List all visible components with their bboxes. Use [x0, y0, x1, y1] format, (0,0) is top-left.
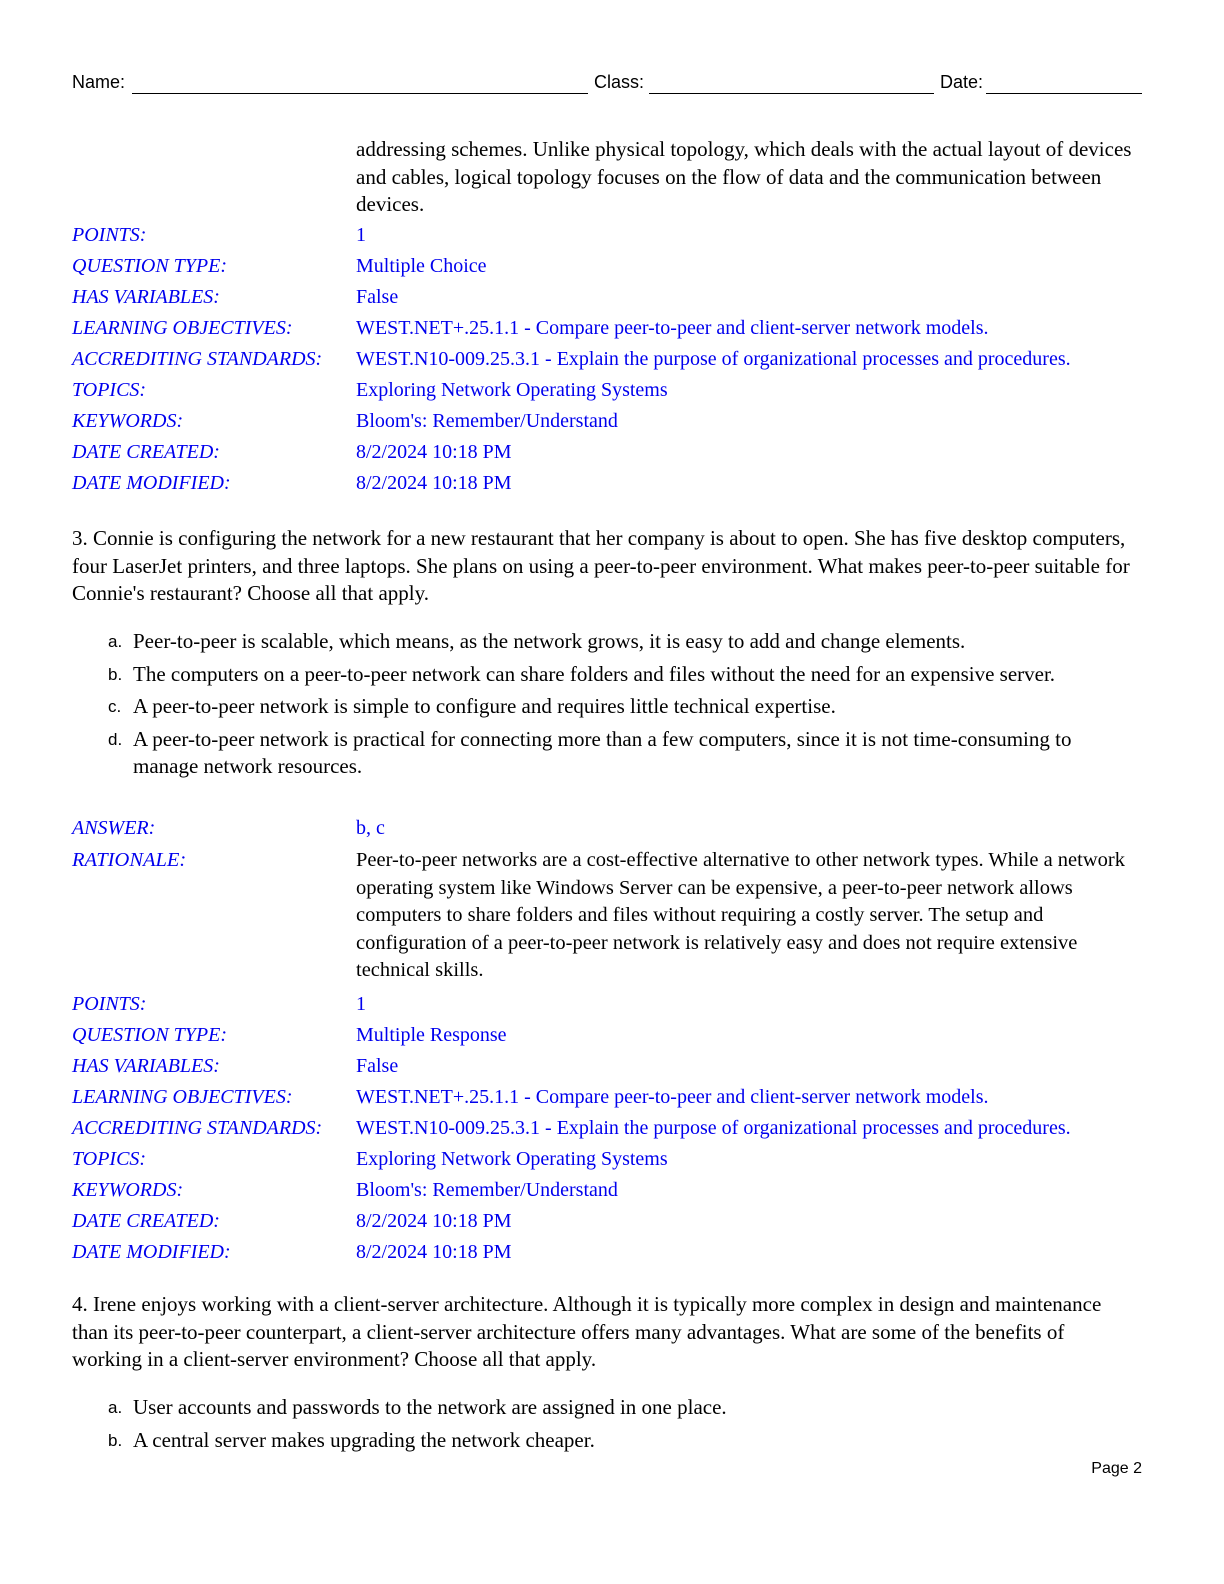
meta-key: DATE CREATED: — [72, 441, 220, 463]
meta-key: POINTS: — [72, 992, 147, 1015]
meta-row — [72, 1082, 1152, 1113]
meta-row — [72, 1051, 1152, 1082]
meta-value: 8/2/2024 10:18 PM — [356, 1240, 512, 1263]
meta-value: 8/2/2024 10:18 PM — [356, 1209, 512, 1232]
meta-key: TOPICS: — [72, 1147, 147, 1170]
option-item — [108, 661, 1118, 689]
meta-row — [72, 1237, 1152, 1268]
meta-value: Bloom's: Remember/Understand — [356, 410, 618, 432]
option-item — [108, 693, 1118, 721]
option-letter: c. — [108, 697, 122, 716]
meta-key: DATE CREATED: — [72, 1209, 220, 1232]
meta-value: Multiple Response — [356, 1023, 507, 1046]
meta-value: WEST.N10-009.25.3.1 - Explain the purpose of organizational processes and procedures. — [356, 348, 1071, 370]
meta-row — [72, 1020, 1152, 1051]
meta-row — [72, 251, 1152, 282]
page-number: Page 2 — [1091, 1460, 1142, 1477]
date-label: Date: — [940, 72, 984, 92]
rationale-key: RATIONALE: — [72, 849, 187, 871]
option-letter: b. — [108, 1430, 123, 1450]
meta-key: KEYWORDS: — [72, 410, 184, 432]
class-label: Class: — [594, 72, 645, 92]
meta-value: Multiple Choice — [356, 255, 487, 277]
answer-key: ANSWER: — [72, 817, 156, 839]
question-2-metadata — [72, 220, 1152, 499]
meta-key: ACCREDITING STANDARDS: — [72, 348, 323, 370]
meta-key: POINTS: — [72, 224, 147, 246]
meta-key: QUESTION TYPE: — [72, 1023, 228, 1046]
meta-key: HAS VARIABLES: — [72, 286, 220, 308]
meta-row — [72, 468, 1152, 499]
question-4-options — [108, 1394, 1118, 1459]
meta-row — [72, 437, 1152, 468]
option-item — [108, 726, 1118, 781]
option-item — [108, 1427, 1118, 1455]
option-text: User accounts and passwords to the network are assigned in one place. — [133, 1395, 727, 1419]
meta-row — [72, 313, 1152, 344]
meta-row — [72, 1113, 1152, 1144]
meta-value: 1 — [356, 992, 366, 1015]
question-3-metadata — [72, 813, 1152, 1268]
meta-key: LEARNING OBJECTIVES: — [72, 1085, 293, 1108]
meta-value: WEST.NET+.25.1.1 - Compare peer-to-peer and client-server network models. — [356, 1085, 989, 1108]
meta-value: False — [356, 1054, 399, 1077]
meta-value: 8/2/2024 10:18 PM — [356, 472, 512, 494]
answer-row — [72, 813, 1152, 844]
meta-row — [72, 1175, 1152, 1206]
meta-row — [72, 344, 1152, 375]
meta-row — [72, 989, 1152, 1020]
meta-value: 8/2/2024 10:18 PM — [356, 441, 512, 463]
meta-key: LEARNING OBJECTIVES: — [72, 317, 293, 339]
name-label: Name: — [72, 72, 126, 92]
continued-rationale: addressing schemes. Unlike physical topology, which deals with the actual layout of devices and cables, logical topology focuses on the flow of data and the communication between devices. — [356, 137, 1132, 216]
option-letter: b. — [108, 664, 123, 684]
rationale-row — [72, 847, 1152, 985]
question-3-options — [108, 628, 1118, 786]
meta-key: ACCREDITING STANDARDS: — [72, 1116, 323, 1139]
meta-row — [72, 220, 1152, 251]
meta-key: KEYWORDS: — [72, 1178, 184, 1201]
option-text: Peer-to-peer is scalable, which means, as the network grows, it is easy to add and change elements. — [133, 629, 966, 653]
meta-row — [72, 1144, 1152, 1175]
meta-value: 1 — [356, 224, 366, 246]
meta-value: Bloom's: Remember/Understand — [356, 1178, 618, 1201]
meta-value: False — [356, 286, 399, 308]
meta-row — [72, 406, 1152, 437]
meta-row — [72, 375, 1152, 406]
option-text: A central server makes upgrading the network cheaper. — [133, 1427, 595, 1452]
option-letter: a. — [108, 632, 123, 651]
page-header — [72, 70, 1142, 96]
meta-row — [72, 282, 1152, 313]
option-item — [108, 1394, 1118, 1422]
option-text: A peer-to-peer network is practical for connecting more than a few computers, since it is not time-consuming to manage network resources. — [133, 726, 1072, 778]
option-letter: d. — [108, 729, 123, 749]
name-field-line — [132, 93, 588, 94]
question-4-text: 4. Irene enjoys working with a client-server architecture. Although it is typically more complex in design and maintenance than its peer-to-peer counterpart, a client-server architecture offers many advantages. What are some of the benefits of working in a client-server environment? Choose all that apply. — [72, 1292, 1102, 1371]
meta-key: TOPICS: — [72, 379, 147, 401]
meta-value: Exploring Network Operating Systems — [356, 379, 668, 401]
option-letter: a. — [108, 1398, 123, 1417]
date-field-line — [986, 93, 1142, 94]
meta-key: DATE MODIFIED: — [72, 472, 231, 494]
meta-key: HAS VARIABLES: — [72, 1054, 220, 1077]
class-field-line — [649, 93, 934, 94]
option-item — [108, 628, 1118, 656]
question-3-text: 3. Connie is configuring the network for a new restaurant that her company is about to open. She has five desktop computers, four LaserJet printers, and three laptops. She plans on using a peer-to-peer environment. What makes peer-to-peer suitable for Connie's restaurant? Choose all that apply. — [72, 526, 1130, 605]
option-text: A peer-to-peer network is simple to configure and requires little technical expertise. — [133, 694, 836, 718]
meta-value: Exploring Network Operating Systems — [356, 1147, 668, 1170]
meta-key: QUESTION TYPE: — [72, 255, 228, 277]
meta-row — [72, 1206, 1152, 1237]
rationale-text: Peer-to-peer networks are a cost-effective alternative to other network types. While a network operating system like Windows Server can be expensive, a peer-to-peer network allows computers to share folders and files without requiring a costly server. The setup and configuration of a peer-to-peer network is relatively easy and does not require extensive technical skills. — [356, 849, 1125, 981]
option-text: The computers on a peer-to-peer network can share folders and files without the need for an expensive server. — [133, 661, 1056, 686]
meta-value: WEST.NET+.25.1.1 - Compare peer-to-peer and client-server network models. — [356, 317, 989, 339]
answer-value: b, c — [356, 817, 385, 839]
meta-key: DATE MODIFIED: — [72, 1240, 231, 1263]
meta-value: WEST.N10-009.25.3.1 - Explain the purpose of organizational processes and procedures. — [356, 1116, 1071, 1139]
